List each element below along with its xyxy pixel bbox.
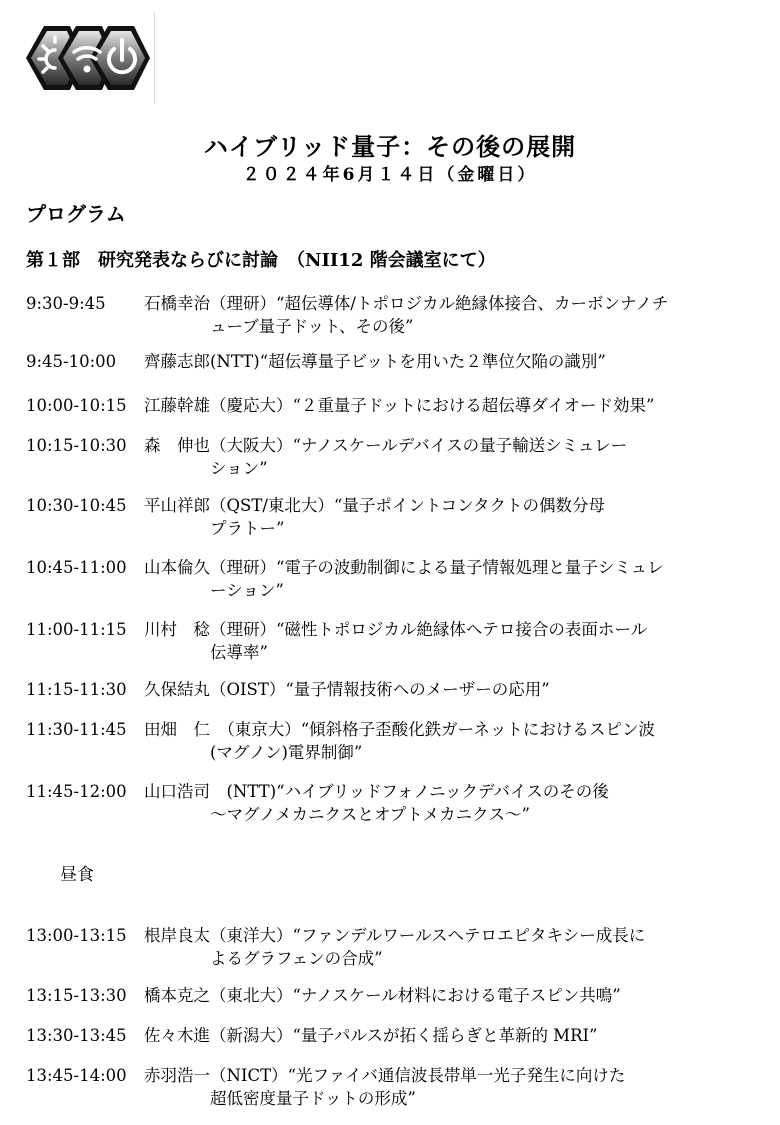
part-heading: 第１部 研究発表ならびに討論 （NII12 階会議室にて） bbox=[26, 250, 496, 271]
row-title: 山口浩司 (NTT)“ハイブリッドフォノニックデバイスのその後 〜マグノメカニクスとオプトメカニクス〜” bbox=[144, 782, 609, 824]
row-time: 10:15-10:30 bbox=[26, 436, 127, 455]
event-date: ２０２４年6月１４日（金曜日） bbox=[242, 165, 538, 185]
row-time: 9:45-10:00 bbox=[26, 352, 117, 371]
row-time: 10:00-10:15 bbox=[26, 396, 127, 415]
row-title: 佐々木進（新潟大）“量子パルスが拓く揺らぎと革新的 MRI” bbox=[144, 1026, 598, 1045]
row-title: 橋本克之（東北大）“ナノスケール材料における電子スピン共鳴” bbox=[144, 986, 621, 1005]
row-time: 11:45-12:00 bbox=[26, 782, 127, 801]
row-title: 川村 稔（理研）“磁性トポロジカル絶縁体ヘテロ接合の表面ホール 伝導率” bbox=[144, 620, 648, 662]
row-title: 久保結丸（OIST）“量子情報技術へのメーザーの応用” bbox=[144, 680, 550, 699]
row-title: 石橋幸治（理研）“超伝導体/トポロジカル絶縁体接合、カーボンナノチ ューブ量子ドット、その後” bbox=[144, 294, 669, 336]
lunch-label: 昼食 bbox=[60, 865, 94, 885]
row-title: 赤羽浩一（NICT）“光ファイバ通信波長帯単一光子発生に向けた 超低密度量子ドットの形成” bbox=[144, 1066, 626, 1108]
row-time: 11:00-11:15 bbox=[26, 620, 127, 639]
row-title: 江藤幹雄（慶応大）“２重量子ドットにおける超伝導ダイオード効果” bbox=[144, 396, 655, 415]
row-time: 10:30-10:45 bbox=[26, 496, 127, 515]
section-title: プログラム bbox=[26, 202, 126, 226]
row-time: 13:45-14:00 bbox=[26, 1066, 127, 1085]
row-time: 13:00-13:15 bbox=[26, 926, 127, 945]
logo bbox=[22, 12, 154, 104]
row-time: 13:30-13:45 bbox=[26, 1026, 127, 1045]
logo-divider bbox=[154, 12, 155, 104]
row-title: 齊藤志郎(NTT)“超伝導量子ビットを用いた２準位欠陥の識別” bbox=[144, 352, 606, 371]
row-time: 11:30-11:45 bbox=[26, 720, 127, 739]
row-title: 田畑 仁 （東京大）“傾斜格子歪酸化鉄ガーネットにおけるスピン波 (マグノン)電界制御” bbox=[144, 720, 655, 762]
row-title: 森 伸也（大阪大）“ナノスケールデバイスの量子輸送シミュレー ション” bbox=[144, 436, 628, 478]
row-time: 13:15-13:30 bbox=[26, 986, 127, 1005]
row-time: 10:45-11:00 bbox=[26, 558, 127, 577]
row-title: 根岸良太（東洋大）“ファンデルワールスヘテロエピタキシー成長に よるグラフェンの合成” bbox=[144, 926, 646, 968]
page-title: ハイブリッド量子：その後の展開 bbox=[203, 132, 577, 161]
row-time: 11:15-11:30 bbox=[26, 680, 127, 699]
row-time: 9:30-9:45 bbox=[26, 294, 106, 313]
row-title: 山本倫久（理研）“電子の波動制御による量子情報処理と量子シミュレ ーション” bbox=[144, 558, 664, 600]
row-title: 平山祥郎（QST/東北大）“量子ポイントコンタクトの偶数分母 プラトー” bbox=[144, 496, 606, 538]
